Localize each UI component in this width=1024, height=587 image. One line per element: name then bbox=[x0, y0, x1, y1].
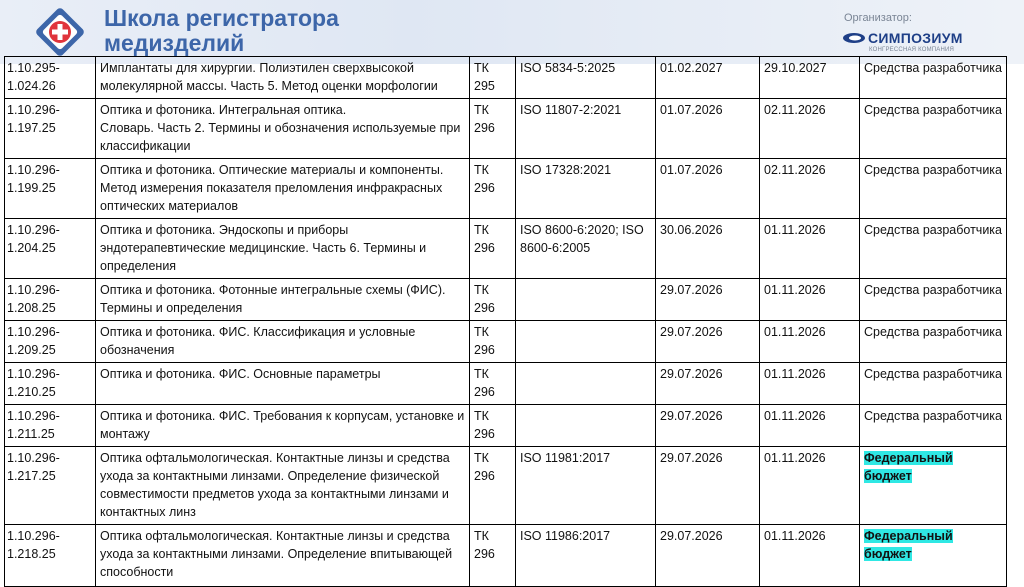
start-date-cell bbox=[656, 321, 760, 363]
table-row bbox=[5, 99, 1007, 159]
committee-cell bbox=[470, 405, 516, 447]
end-date-cell-text: 01.11.2026 bbox=[764, 409, 826, 423]
funding-source-cell-text: Средства разработчика bbox=[864, 103, 1003, 117]
standard-title-cell-text: Оптика и фотоника. ФИС. Требования к корпусам, установке и монтажу bbox=[100, 409, 465, 441]
table-row bbox=[5, 363, 1007, 405]
start-date-cell bbox=[656, 405, 760, 447]
row-number-cell-text: 1.10.295- 1.024.26 bbox=[7, 61, 60, 93]
committee-cell bbox=[470, 363, 516, 405]
row-number-cell-text: 1.10.296- 1.210.25 bbox=[7, 367, 60, 399]
table-row bbox=[5, 219, 1007, 279]
row-number-cell-text: 1.10.296- 1.211.25 bbox=[7, 409, 60, 441]
start-date-cell bbox=[656, 57, 760, 99]
row-number-cell bbox=[5, 99, 96, 159]
end-date-cell bbox=[760, 525, 860, 587]
committee-cell bbox=[470, 219, 516, 279]
start-date-cell bbox=[656, 525, 760, 587]
funding-source-cell-text: Средства разработчика bbox=[864, 283, 1003, 297]
symposium-mark-icon bbox=[842, 32, 866, 44]
standard-title-cell bbox=[96, 321, 470, 363]
end-date-cell-text: 01.11.2026 bbox=[764, 223, 826, 237]
end-date-cell bbox=[760, 279, 860, 321]
committee-cell-text: ТК 296 bbox=[474, 451, 495, 483]
start-date-cell-text: 01.07.2026 bbox=[660, 103, 723, 117]
funding-source-cell bbox=[860, 525, 1007, 587]
funding-source-cell-text: Средства разработчика bbox=[864, 223, 1003, 237]
funding-source-cell-text: Средства разработчика bbox=[864, 163, 1003, 177]
committee-cell-text: ТК 296 bbox=[474, 367, 495, 399]
end-date-cell-text: 01.11.2026 bbox=[764, 325, 826, 339]
end-date-cell-text: 01.11.2026 bbox=[764, 451, 826, 465]
row-number-cell bbox=[5, 219, 96, 279]
row-number-cell-text: 1.10.296- 1.208.25 bbox=[7, 283, 60, 315]
row-number-cell-text: 1.10.296- 1.204.25 bbox=[7, 223, 60, 255]
standard-title-cell-text: Оптика и фотоника. Интегральная оптика. Словарь. Часть 2. Термины и обозначения используемые при классификации bbox=[100, 103, 461, 153]
funding-source-cell bbox=[860, 279, 1007, 321]
medical-cross-logo-icon bbox=[32, 4, 88, 60]
funding-source-cell bbox=[860, 219, 1007, 279]
funding-source-cell bbox=[860, 99, 1007, 159]
table-row bbox=[5, 159, 1007, 219]
end-date-cell bbox=[760, 363, 860, 405]
committee-cell-text: ТК 296 bbox=[474, 529, 495, 561]
start-date-cell bbox=[656, 447, 760, 525]
end-date-cell bbox=[760, 321, 860, 363]
committee-cell-text: ТК 296 bbox=[474, 325, 495, 357]
standard-title-cell-text: Оптика офтальмологическая. Контактные линзы и средства ухода за контактными линзами. Определение физической совместимости предметов ухода за контактными линзами и контактных линз bbox=[100, 451, 450, 519]
iso-reference-cell-text: ISO 11986:2017 bbox=[520, 529, 611, 543]
row-number-cell bbox=[5, 279, 96, 321]
end-date-cell-text: 01.11.2026 bbox=[764, 367, 826, 381]
committee-cell-text: ТК 296 bbox=[474, 223, 495, 255]
table-row bbox=[5, 447, 1007, 525]
standard-title-cell bbox=[96, 363, 470, 405]
iso-reference-cell bbox=[516, 405, 656, 447]
end-date-cell-text: 01.11.2026 bbox=[764, 283, 826, 297]
table-row bbox=[5, 405, 1007, 447]
row-number-cell-text: 1.10.296- 1.218.25 bbox=[7, 529, 60, 561]
row-number-cell bbox=[5, 525, 96, 587]
standard-title-cell-text: Оптика и фотоника. ФИС. Основные параметры bbox=[100, 367, 381, 381]
row-number-cell bbox=[5, 363, 96, 405]
iso-reference-cell bbox=[516, 99, 656, 159]
iso-reference-cell bbox=[516, 321, 656, 363]
end-date-cell bbox=[760, 447, 860, 525]
funding-source-cell-text: Средства разработчика bbox=[864, 409, 1003, 423]
standard-title-cell-text: Оптика и фотоника. Фотонные интегральные схемы (ФИС). Термины и определения bbox=[100, 283, 446, 315]
funding-source-cell-text: Средства разработчика bbox=[864, 325, 1003, 339]
standard-title-cell bbox=[96, 405, 470, 447]
table-row bbox=[5, 57, 1007, 99]
committee-cell bbox=[470, 99, 516, 159]
row-number-cell-text: 1.10.296- 1.199.25 bbox=[7, 163, 60, 195]
row-number-cell bbox=[5, 57, 96, 99]
standard-title-cell bbox=[96, 159, 470, 219]
table-body bbox=[5, 57, 1007, 587]
table-row bbox=[5, 279, 1007, 321]
iso-reference-cell bbox=[516, 525, 656, 587]
iso-reference-cell-text: ISO 8600-6:2020; ISO 8600-6:2005 bbox=[520, 223, 644, 255]
title-line-1: Школа регистратора bbox=[104, 5, 339, 31]
start-date-cell-text: 29.07.2026 bbox=[660, 367, 723, 381]
iso-reference-cell-text: ISO 5834-5:2025 bbox=[520, 61, 616, 75]
sponsor-name: СИМПОЗИУМ bbox=[868, 30, 963, 46]
end-date-cell-text: 02.11.2026 bbox=[764, 163, 826, 177]
committee-cell-text: ТК 296 bbox=[474, 283, 495, 315]
start-date-cell-text: 29.07.2026 bbox=[660, 325, 723, 339]
start-date-cell-text: 29.07.2026 bbox=[660, 529, 723, 543]
start-date-cell-text: 01.02.2027 bbox=[660, 61, 723, 75]
row-number-cell bbox=[5, 321, 96, 363]
standard-title-cell bbox=[96, 99, 470, 159]
start-date-cell-text: 29.07.2026 bbox=[660, 283, 723, 297]
row-number-cell-text: 1.10.296- 1.197.25 bbox=[7, 103, 60, 135]
end-date-cell bbox=[760, 405, 860, 447]
table-row bbox=[5, 525, 1007, 587]
row-number-cell bbox=[5, 405, 96, 447]
standard-title-cell-text: Оптика офтальмологическая. Контактные линзы и средства ухода за контактными линзами. Определение впитывающей способности bbox=[100, 529, 453, 579]
start-date-cell bbox=[656, 363, 760, 405]
table-row bbox=[5, 321, 1007, 363]
funding-source-cell-text: Средства разработчика bbox=[864, 61, 1003, 75]
iso-reference-cell bbox=[516, 363, 656, 405]
committee-cell bbox=[470, 447, 516, 525]
committee-cell bbox=[470, 525, 516, 587]
standard-title-cell-text: Оптика и фотоника. ФИС. Классификация и условные обозначения bbox=[100, 325, 416, 357]
iso-reference-cell bbox=[516, 159, 656, 219]
funding-source-cell-text: Средства разработчика bbox=[864, 367, 1003, 381]
committee-cell-text: ТК 295 bbox=[474, 61, 495, 93]
iso-reference-cell bbox=[516, 447, 656, 525]
standard-title-cell bbox=[96, 219, 470, 279]
start-date-cell bbox=[656, 99, 760, 159]
standard-title-cell bbox=[96, 279, 470, 321]
standard-title-cell bbox=[96, 57, 470, 99]
end-date-cell bbox=[760, 99, 860, 159]
funding-source-cell bbox=[860, 159, 1007, 219]
start-date-cell-text: 29.07.2026 bbox=[660, 409, 723, 423]
committee-cell-text: ТК 296 bbox=[474, 103, 495, 135]
standards-table bbox=[4, 56, 1007, 587]
committee-cell bbox=[470, 279, 516, 321]
sponsor-subtitle: КОНГРЕССНАЯ КОМПАНИЯ bbox=[869, 47, 955, 53]
standard-title-cell-text: Оптика и фотоника. Эндоскопы и приборы эндотерапевтические медицинские. Часть 6. Термины и определения bbox=[100, 223, 427, 273]
committee-cell bbox=[470, 159, 516, 219]
committee-cell bbox=[470, 321, 516, 363]
iso-reference-cell bbox=[516, 219, 656, 279]
start-date-cell bbox=[656, 159, 760, 219]
funding-source-cell bbox=[860, 405, 1007, 447]
end-date-cell bbox=[760, 57, 860, 99]
iso-reference-cell-text: ISO 11807-2:2021 bbox=[520, 103, 622, 117]
start-date-cell-text: 29.07.2026 bbox=[660, 451, 723, 465]
standard-title-cell bbox=[96, 525, 470, 587]
committee-cell bbox=[470, 57, 516, 99]
organizer-label: Организатор: bbox=[844, 12, 912, 24]
committee-cell-text: ТК 296 bbox=[474, 163, 495, 195]
end-date-cell-text: 29.10.2027 bbox=[764, 61, 827, 75]
funding-source-cell bbox=[860, 57, 1007, 99]
start-date-cell bbox=[656, 279, 760, 321]
funding-highlight: Федеральный бюджет bbox=[864, 529, 953, 561]
iso-reference-cell-text: ISO 11981:2017 bbox=[520, 451, 611, 465]
row-number-cell bbox=[5, 159, 96, 219]
start-date-cell-text: 30.06.2026 bbox=[660, 223, 723, 237]
iso-reference-cell-text: ISO 17328:2021 bbox=[520, 163, 612, 177]
standard-title-cell bbox=[96, 447, 470, 525]
standard-title-cell-text: Оптика и фотоника. Оптические материалы и компоненты. Метод измерения показателя преломления инфракрасных оптических материалов bbox=[100, 163, 444, 213]
start-date-cell bbox=[656, 219, 760, 279]
sponsor-logo bbox=[842, 30, 982, 58]
end-date-cell-text: 01.11.2026 bbox=[764, 529, 826, 543]
title-line-2: медизделий bbox=[104, 30, 245, 56]
school-title bbox=[104, 6, 339, 56]
iso-reference-cell bbox=[516, 57, 656, 99]
row-number-cell-text: 1.10.296- 1.209.25 bbox=[7, 325, 60, 357]
committee-cell-text: ТК 296 bbox=[474, 409, 495, 441]
end-date-cell bbox=[760, 159, 860, 219]
iso-reference-cell bbox=[516, 279, 656, 321]
end-date-cell-text: 02.11.2026 bbox=[764, 103, 826, 117]
row-number-cell-text: 1.10.296- 1.217.25 bbox=[7, 451, 60, 483]
funding-source-cell bbox=[860, 321, 1007, 363]
funding-source-cell bbox=[860, 363, 1007, 405]
end-date-cell bbox=[760, 219, 860, 279]
start-date-cell-text: 01.07.2026 bbox=[660, 163, 723, 177]
slide-header bbox=[0, 0, 1024, 64]
standard-title-cell-text: Имплантаты для хирургии. Полиэтилен сверхвысокой молекулярной массы. Часть 5. Метод оценки морфологии bbox=[100, 61, 438, 93]
funding-highlight: Федеральный бюджет bbox=[864, 451, 953, 483]
row-number-cell bbox=[5, 447, 96, 525]
funding-source-cell bbox=[860, 447, 1007, 525]
